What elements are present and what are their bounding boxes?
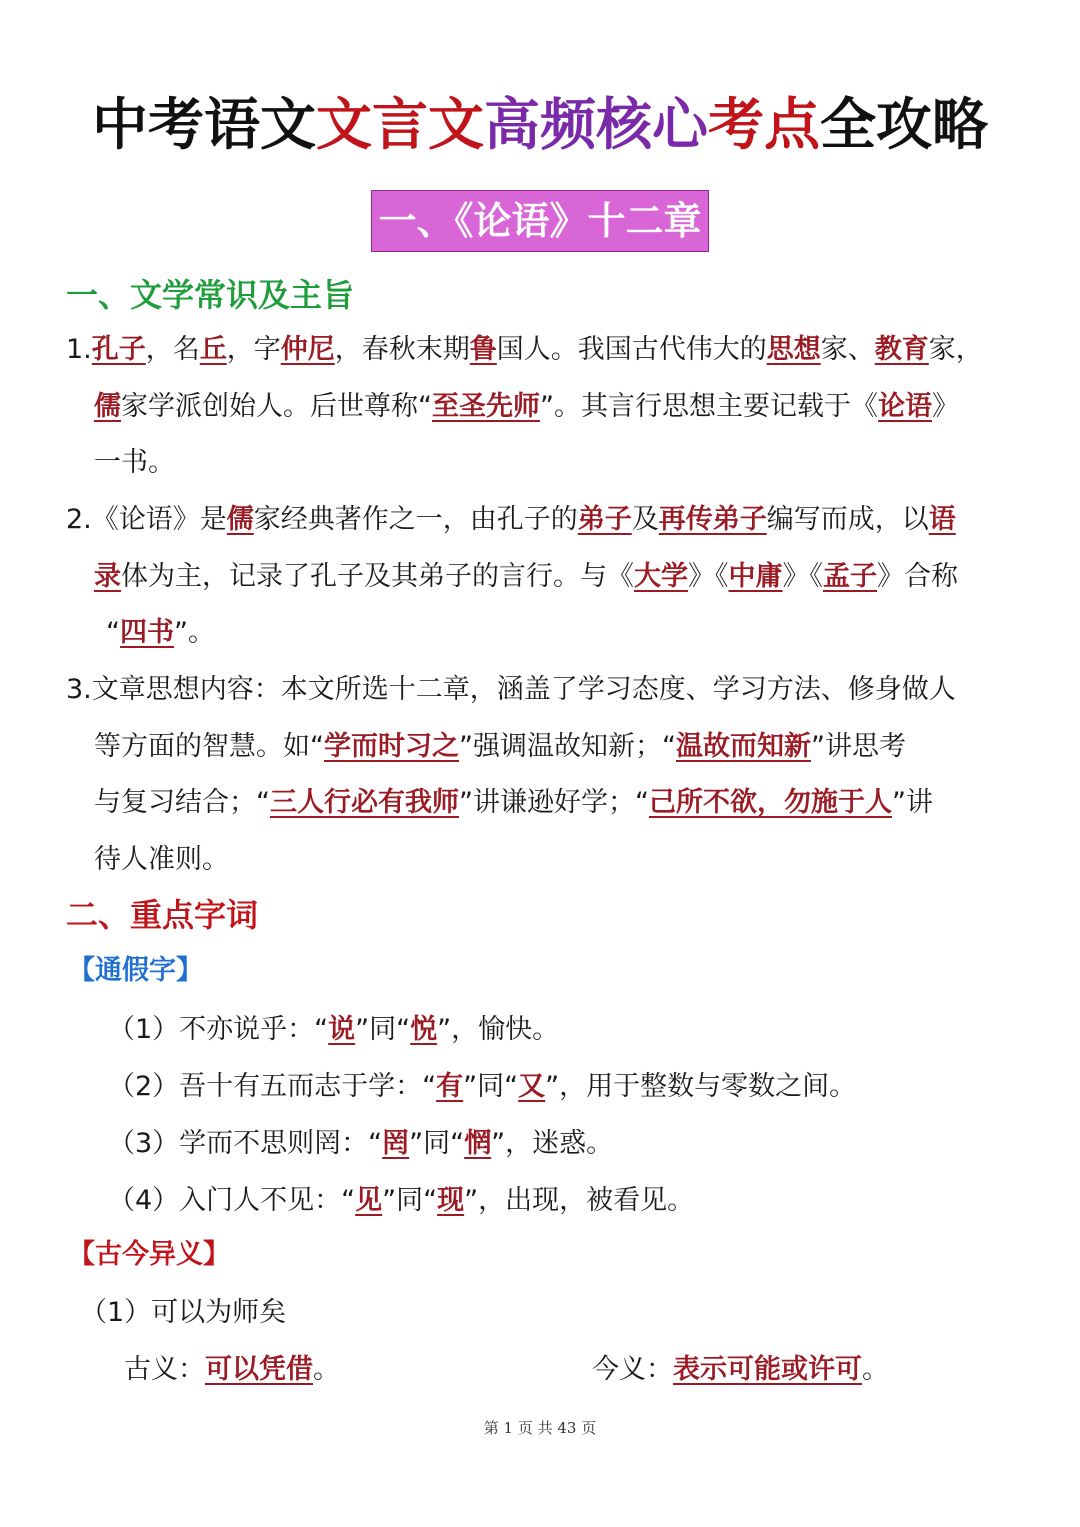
tongjia-item-2 (108, 1062, 856, 1112)
paragraph-2-line-2 (66, 549, 1016, 606)
keyword: 中庸 (728, 560, 783, 592)
text: ”，用于整数与零数之间。 (545, 1071, 857, 1102)
keyword: 鲁 (469, 334, 497, 365)
text: 家学派创始人。后世尊称“ (121, 390, 432, 422)
tongjia-item-3 (108, 1119, 613, 1169)
text: ”同“ (463, 1071, 519, 1102)
text: 2.《论语》是 (66, 504, 227, 535)
text: 。 (313, 1354, 340, 1385)
paragraph-3-line-3 (66, 775, 1016, 832)
text: ，名 (145, 334, 200, 365)
text: ”讲思考 (810, 730, 906, 762)
text: 》合称 (877, 560, 958, 592)
gujin-ancient-meaning (124, 1345, 340, 1395)
keyword: 语 (928, 504, 956, 535)
title-part-5: 全攻略 (820, 93, 988, 158)
keyword: 儒 (94, 390, 121, 422)
keyword: 又 (518, 1071, 546, 1102)
text: 1. (66, 334, 92, 365)
heading-literary-knowledge: 一、文学常识及主旨 (66, 276, 355, 314)
text: （4）入门人不见：“ (108, 1185, 356, 1216)
paragraph-2-line-3 (66, 605, 1016, 662)
keyword: 录 (94, 560, 121, 592)
text: 编写而成，以 (766, 504, 929, 535)
keyword: 大学 (634, 560, 688, 592)
keyword: 四书 (120, 617, 174, 648)
text: ”同“ (382, 1185, 438, 1216)
text: ”，出现，被看见。 (464, 1185, 695, 1216)
keyword: 现 (437, 1185, 465, 1216)
text: ”，愉快。 (437, 1014, 560, 1045)
text: 今义： (592, 1354, 673, 1385)
text: （3）学而不思则罔：“ (108, 1128, 383, 1159)
gujin-modern-meaning (592, 1345, 889, 1395)
paragraph-3 (66, 662, 1016, 888)
keyword: 惘 (464, 1128, 492, 1159)
keyword: 弟子 (577, 504, 632, 535)
heading-tongjia: 【通假字】 (68, 955, 203, 986)
keyword: 有 (436, 1071, 464, 1102)
text: 与复习结合；“ (94, 787, 270, 818)
heading-key-words: 二、重点字词 (66, 896, 259, 934)
text: 3.文章思想内容：本文所选十二章，涵盖了学习态度、学习方法、修身做人 (66, 674, 956, 705)
text: 家经典著作之一，由孔子的 (253, 504, 578, 535)
gujin-item-1: （1）可以为师矣 (80, 1297, 287, 1328)
title-part-1: 中考语文 (92, 93, 316, 158)
text: 》《 (782, 560, 823, 592)
keyword: 至圣先师 (432, 390, 540, 422)
keyword: 可以凭借 (205, 1354, 313, 1385)
tongjia-item-1 (108, 1005, 559, 1055)
keyword: 表示可能或许可 (673, 1354, 862, 1385)
section-box-title: 一、《论语》十二章 (371, 190, 708, 252)
keyword: 罔 (382, 1128, 410, 1159)
keyword: 再传弟子 (658, 504, 767, 535)
text: 及 (631, 504, 659, 535)
keyword: 学而时习之 (324, 730, 459, 762)
paragraph-1-line-2 (66, 379, 1016, 436)
paragraph-2 (66, 492, 1016, 662)
keyword: 思想 (766, 334, 821, 365)
keyword: 三人行必有我师 (270, 787, 459, 818)
paragraph-3-line-2 (66, 719, 1016, 776)
keyword: 温故而知新 (675, 730, 811, 762)
text: ，春秋末期 (334, 334, 470, 365)
keyword: 悦 (410, 1014, 438, 1045)
heading-gujin: 【古今异义】 (68, 1239, 230, 1270)
text: “ (106, 617, 120, 648)
text: 》 (932, 390, 959, 422)
text: 家， (928, 334, 983, 365)
keyword: 说 (328, 1014, 356, 1045)
text: ”同“ (409, 1128, 465, 1159)
text: 家、 (820, 334, 875, 365)
text: 国人。我国古代伟大的 (496, 334, 767, 365)
keyword: 丘 (199, 334, 227, 365)
keyword: 见 (355, 1185, 383, 1216)
text: ”，迷惑。 (491, 1128, 614, 1159)
text: （2）吾十有五而志于学：“ (108, 1071, 437, 1102)
text: 古义： (124, 1354, 205, 1385)
keyword: 孔子 (91, 334, 146, 365)
text: ”强调温故知新；“ (459, 730, 676, 762)
text: 等方面的智慧。如“ (94, 730, 324, 762)
section-box-wrap (0, 190, 1080, 252)
paragraph-1-line-3: 一书。 (94, 447, 175, 478)
text: ”讲谦逊好学；“ (459, 787, 649, 818)
title-part-2: 文言文 (316, 93, 484, 158)
keyword: 孟子 (823, 560, 877, 592)
paragraph-3-line-4: 待人准则。 (94, 843, 229, 875)
keyword: 教育 (874, 334, 929, 365)
title-part-4: 考点 (708, 93, 820, 158)
text: ”同“ (355, 1014, 411, 1045)
title-part-3: 高频核心 (484, 93, 708, 158)
text: ”。其言行思想主要记载于《 (540, 390, 878, 422)
text: （1）不亦说乎：“ (108, 1014, 329, 1045)
text: ”。 (174, 617, 215, 648)
text: ”讲 (891, 787, 933, 818)
keyword: 论语 (878, 390, 932, 422)
page-number: 第 1 页 共 43 页 (483, 1419, 597, 1437)
paragraph-1 (66, 322, 1016, 492)
page-title (0, 88, 1080, 164)
text: 》《 (688, 560, 729, 592)
keyword: 儒 (226, 504, 254, 535)
text: 体为主，记录了孔子及其弟子的言行。与《 (121, 560, 634, 592)
tongjia-item-4 (108, 1176, 694, 1226)
text: ，字 (226, 334, 281, 365)
keyword: 仲尼 (280, 334, 335, 365)
keyword: 己所不欲，勿施于人 (648, 787, 892, 818)
text: 。 (862, 1354, 889, 1385)
